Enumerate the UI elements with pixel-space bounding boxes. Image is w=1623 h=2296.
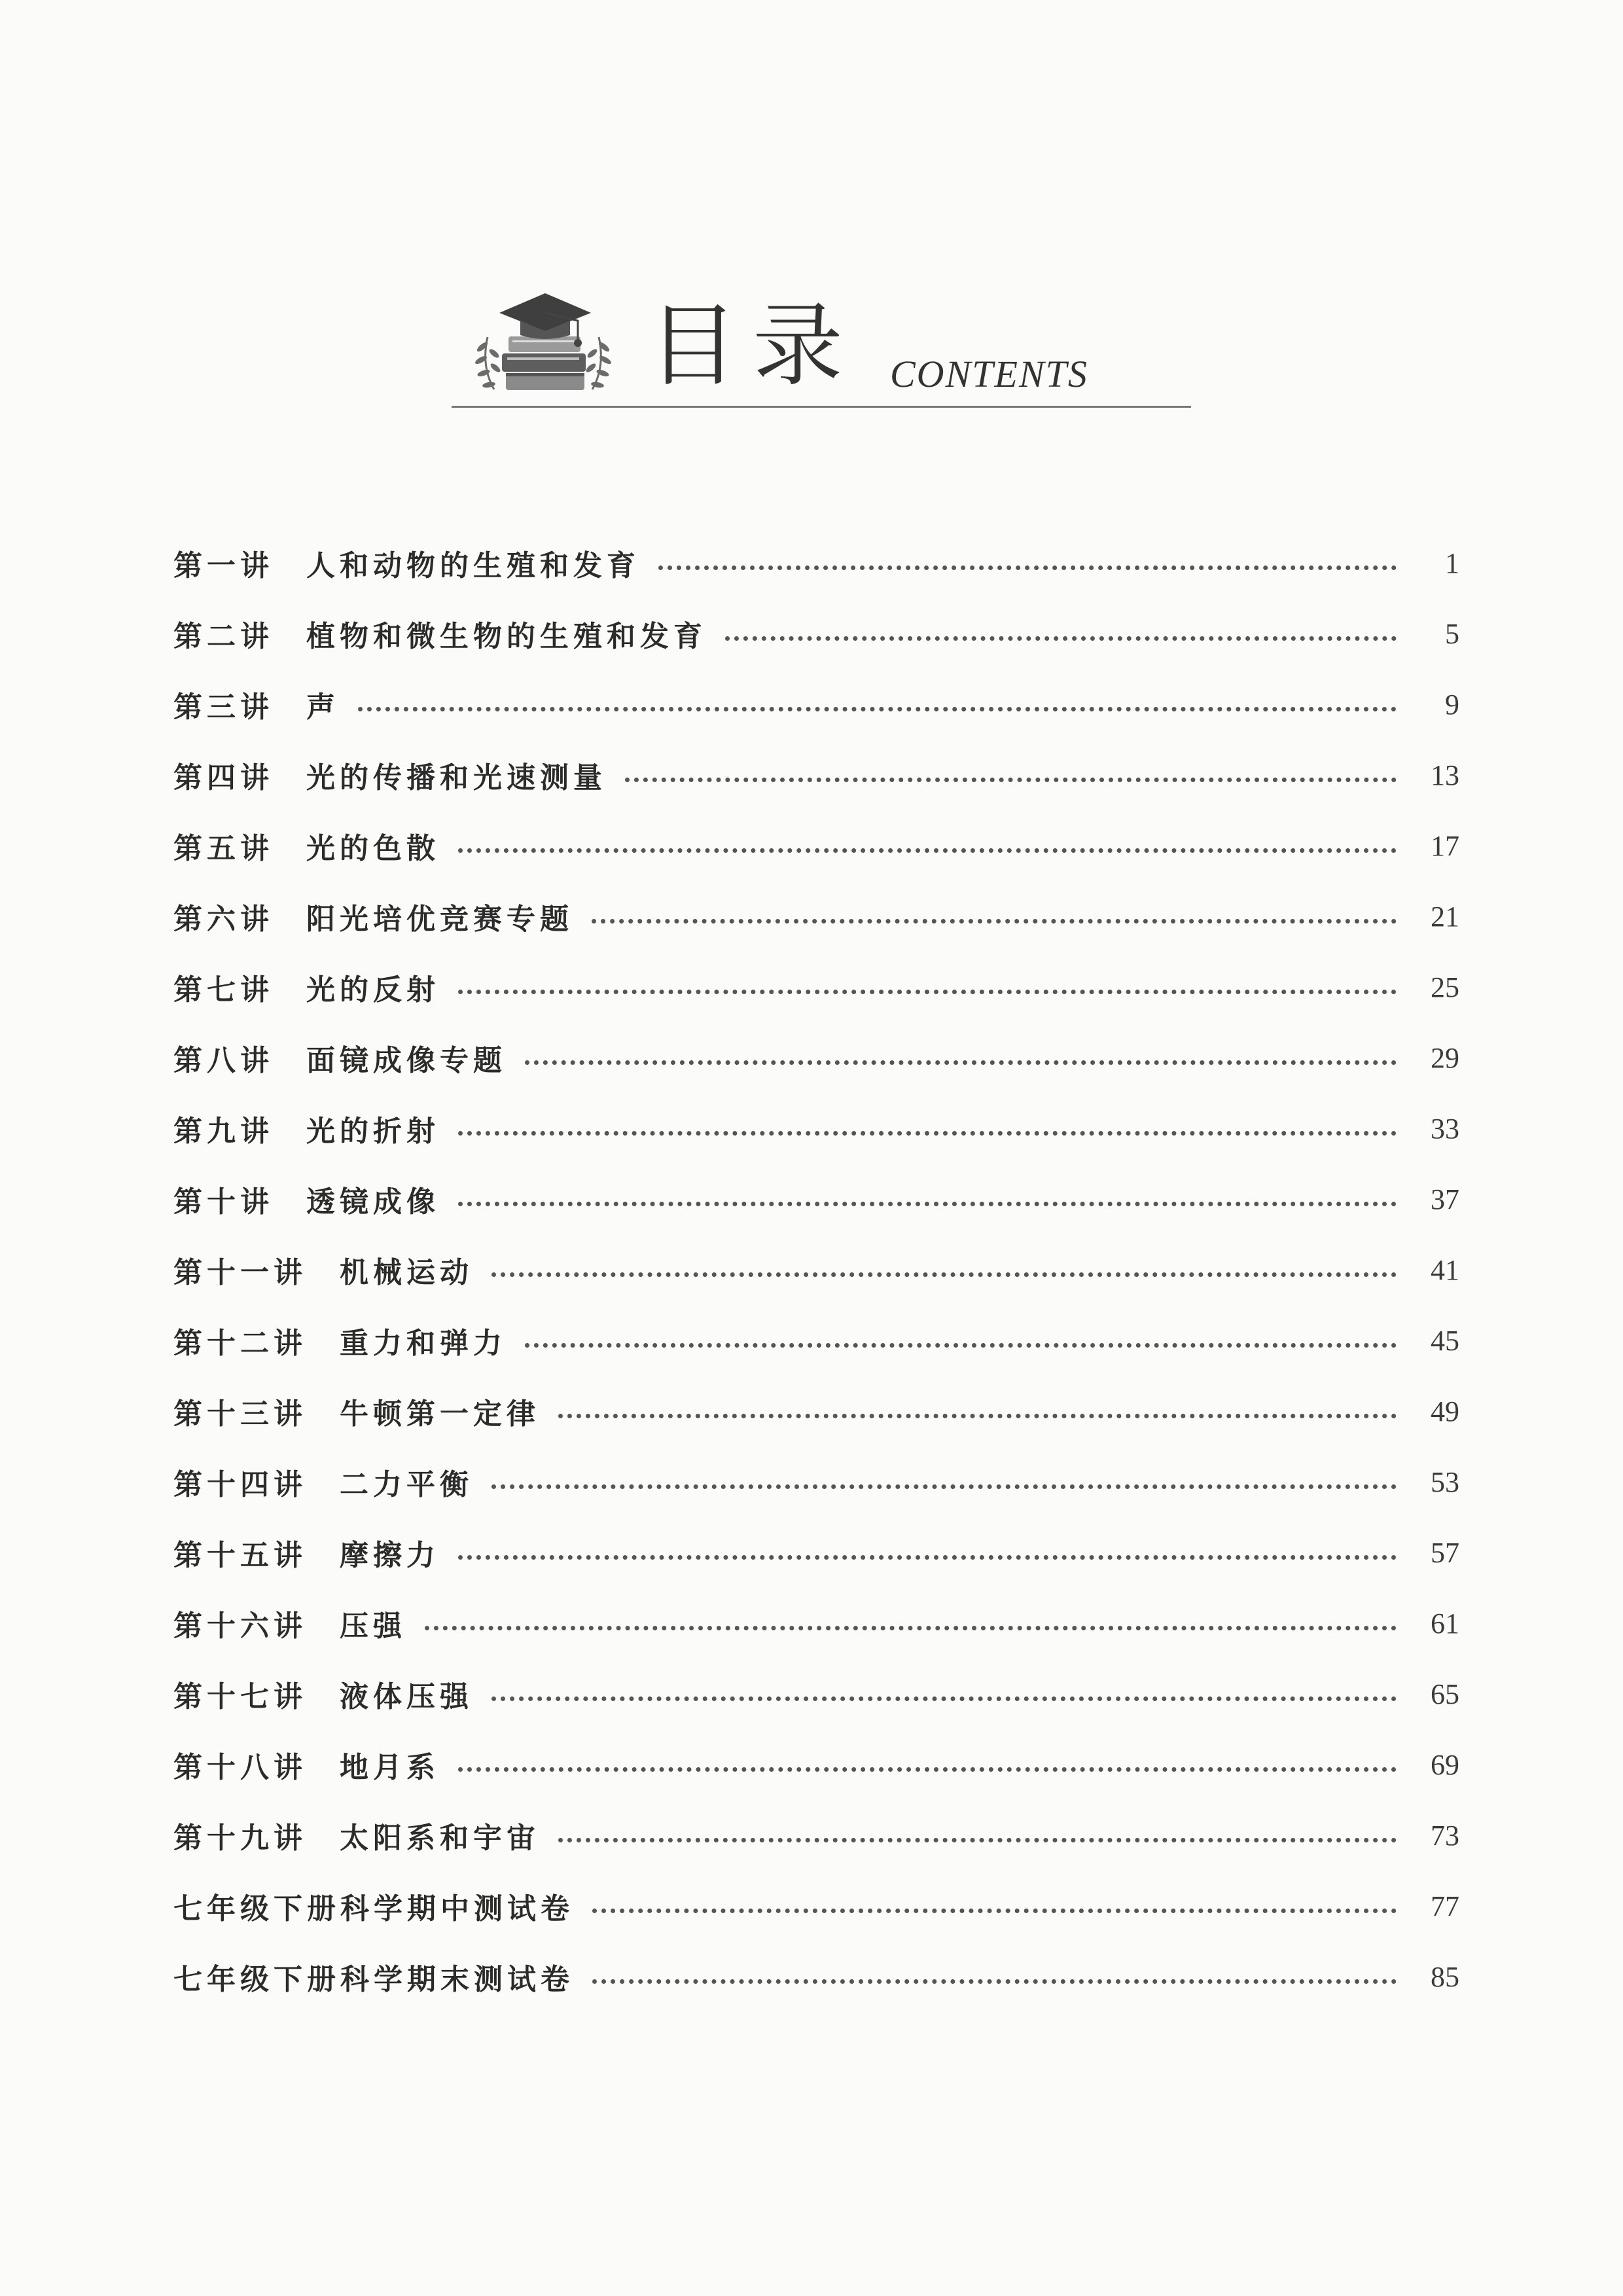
- toc-leader-dots: [625, 778, 1397, 782]
- toc-page-number: 77: [1431, 1890, 1459, 1922]
- toc-leader-dots: [458, 848, 1397, 853]
- toc-entry[interactable]: [173, 1244, 1459, 1296]
- toc-leader-dots: [592, 1979, 1397, 1984]
- toc-leader-dots: [592, 1909, 1397, 1913]
- toc-entry[interactable]: [173, 1738, 1459, 1791]
- toc-page-number: 85: [1431, 1960, 1459, 1993]
- toc-chapter-label: 第六讲: [173, 903, 274, 936]
- toc-chapter-label: 第九讲: [173, 1115, 274, 1148]
- toc-title: 地月系: [340, 1751, 440, 1784]
- toc-chapter-label: 第四讲: [173, 761, 274, 795]
- toc-title: 太阳系和宇宙: [340, 1821, 540, 1855]
- toc-entry[interactable]: [173, 1314, 1459, 1367]
- toc-leader-dots: [458, 1202, 1397, 1206]
- toc-title: 重力和弹力: [340, 1327, 507, 1360]
- toc-leader-dots: [525, 1060, 1397, 1065]
- page-subtitle: CONTENTS: [890, 353, 1088, 395]
- toc-page-number: 41: [1431, 1253, 1459, 1286]
- toc-title: 声: [306, 691, 340, 724]
- toc-leader-dots: [658, 565, 1397, 570]
- toc-page-number: 29: [1431, 1041, 1459, 1074]
- toc-page-number: 21: [1431, 900, 1459, 933]
- toc-entry[interactable]: [173, 537, 1459, 589]
- toc-chapter-label: 第十五讲: [173, 1539, 307, 1572]
- toc-entry[interactable]: [173, 1597, 1459, 1649]
- toc-leader-dots: [491, 1696, 1397, 1701]
- toc-chapter-label: 第十一讲: [173, 1256, 307, 1289]
- toc-chapter-label: 第三讲: [173, 691, 274, 724]
- toc-chapter-label: 第十四讲: [173, 1468, 307, 1501]
- toc-leader-dots: [358, 707, 1397, 711]
- toc-chapter-label: 第十九讲: [173, 1821, 307, 1855]
- toc-entry[interactable]: [173, 1456, 1459, 1508]
- toc-leader-dots: [592, 919, 1397, 924]
- toc-chapter-label: 第八讲: [173, 1044, 274, 1077]
- toc-entry[interactable]: [173, 1102, 1459, 1155]
- toc-title: 光的色散: [306, 832, 440, 865]
- toc-page-number: 25: [1431, 971, 1459, 1003]
- toc-title: 摩擦力: [340, 1539, 440, 1572]
- toc-page-number: 13: [1431, 759, 1459, 791]
- toc-leader-dots: [558, 1414, 1397, 1418]
- toc-page-number: 61: [1431, 1607, 1459, 1640]
- toc-entry[interactable]: [173, 1880, 1459, 1932]
- toc-chapter-label: 第十二讲: [173, 1327, 307, 1360]
- toc-title: 压强: [340, 1609, 406, 1643]
- toc-chapter-label: 第一讲: [173, 549, 274, 583]
- toc-page-number: 53: [1431, 1465, 1459, 1498]
- toc-chapter-label: 第十讲: [173, 1185, 274, 1219]
- toc-leader-dots: [458, 1555, 1397, 1560]
- toc-entry[interactable]: [173, 1668, 1459, 1720]
- toc-entry[interactable]: [173, 961, 1459, 1013]
- toc-entry[interactable]: [173, 678, 1459, 730]
- toc-leader-dots: [491, 1484, 1397, 1489]
- toc-entry[interactable]: [173, 819, 1459, 872]
- toc-entry[interactable]: [173, 749, 1459, 801]
- header-divider: [452, 406, 1191, 408]
- graduation-cap-books-icon: [468, 275, 618, 406]
- toc-page-number: 17: [1431, 829, 1459, 862]
- toc-title: 植物和微生物的生殖和发育: [306, 620, 707, 653]
- toc-leader-dots: [491, 1272, 1397, 1277]
- toc-leader-dots: [425, 1626, 1397, 1630]
- toc-entry[interactable]: [173, 1809, 1459, 1861]
- toc-leader-dots: [725, 636, 1397, 641]
- toc-leader-dots: [458, 1767, 1397, 1772]
- toc-title: 阳光培优竞赛专题: [306, 903, 573, 936]
- toc-title: 人和动物的生殖和发育: [306, 549, 640, 583]
- toc-title: 面镜成像专题: [306, 1044, 507, 1077]
- toc-title: 牛顿第一定律: [340, 1397, 540, 1431]
- toc-page-number: 49: [1431, 1395, 1459, 1427]
- toc-leader-dots: [525, 1343, 1397, 1348]
- toc-title: 光的传播和光速测量: [306, 761, 607, 795]
- toc-title: 机械运动: [340, 1256, 473, 1289]
- toc-page-number: 9: [1445, 688, 1459, 721]
- toc-header: [452, 275, 1191, 412]
- toc-page-number: 5: [1445, 617, 1459, 650]
- toc-title: 二力平衡: [340, 1468, 473, 1501]
- toc-page-number: 1: [1445, 547, 1459, 579]
- toc-chapter-label: 第二讲: [173, 620, 274, 653]
- toc-chapter-label: 第十六讲: [173, 1609, 307, 1643]
- toc-chapter-label: 第五讲: [173, 832, 274, 865]
- toc-title: 光的折射: [306, 1115, 440, 1148]
- toc-leader-dots: [458, 990, 1397, 994]
- toc-page-number: 73: [1431, 1819, 1459, 1852]
- toc-title: 透镜成像: [306, 1185, 440, 1219]
- toc-chapter-label: 第十八讲: [173, 1751, 307, 1784]
- toc-page-number: 37: [1431, 1183, 1459, 1215]
- page-title: 目录: [648, 293, 858, 399]
- toc-chapter-label: 第七讲: [173, 973, 274, 1007]
- toc-page-number: 57: [1431, 1536, 1459, 1569]
- toc-entry[interactable]: [173, 1385, 1459, 1437]
- toc-chapter-label: 第十七讲: [173, 1680, 307, 1713]
- toc-page-number: 65: [1431, 1677, 1459, 1710]
- toc-title: 七年级下册科学期末测试卷: [173, 1963, 574, 1996]
- toc-page-number: 33: [1431, 1112, 1459, 1145]
- toc-entry[interactable]: [173, 607, 1459, 660]
- toc-title: 光的反射: [306, 973, 440, 1007]
- toc-entry[interactable]: [173, 1526, 1459, 1579]
- toc-page-number: 45: [1431, 1324, 1459, 1357]
- toc-leader-dots: [458, 1131, 1397, 1136]
- toc-leader-dots: [558, 1838, 1397, 1842]
- toc-entry[interactable]: [173, 1173, 1459, 1225]
- toc-title: 七年级下册科学期中测试卷: [173, 1892, 574, 1926]
- toc-page-number: 69: [1431, 1748, 1459, 1781]
- toc-title: 液体压强: [340, 1680, 473, 1713]
- toc-chapter-label: 第十三讲: [173, 1397, 307, 1431]
- toc-entry[interactable]: [173, 890, 1459, 942]
- toc-entry[interactable]: [173, 1950, 1459, 2003]
- toc-entry[interactable]: [173, 1031, 1459, 1084]
